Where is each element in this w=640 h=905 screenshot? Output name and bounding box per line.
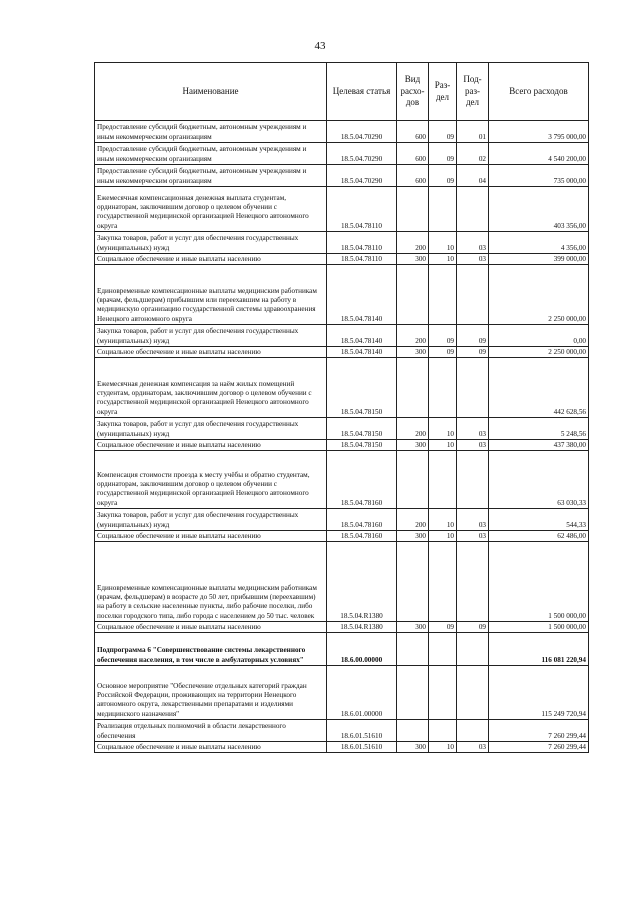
cell-razdel — [429, 265, 457, 325]
cell-podrazdel — [457, 542, 489, 622]
cell-vid — [397, 451, 429, 509]
cell-code: 18.5.04.78110 — [327, 187, 397, 232]
cell-razdel: 10 — [429, 742, 457, 753]
cell-razdel — [429, 542, 457, 622]
cell-podrazdel: 03 — [457, 440, 489, 451]
cell-vid: 600 — [397, 121, 429, 143]
cell-podrazdel — [457, 265, 489, 325]
cell-name: Закупка товаров, работ и услуг для обеспечения государственных (муниципальных) нужд — [95, 418, 327, 440]
cell-code: 18.6.00.00000 — [327, 633, 397, 666]
cell-name: Ежемесячная компенсационная денежная выплата студентам, ординаторам, заключившим договор о целевом обучении с государственной медицинской организацией Ненецкого автономного округа — [95, 187, 327, 232]
cell-total: 115 249 720,94 — [489, 666, 589, 720]
cell-code: 18.5.04.78140 — [327, 347, 397, 358]
cell-vid — [397, 720, 429, 742]
cell-name: Закупка товаров, работ и услуг для обеспечения государственных (муниципальных) нужд — [95, 509, 327, 531]
cell-podrazdel: 03 — [457, 254, 489, 265]
cell-podrazdel: 03 — [457, 232, 489, 254]
cell-vid: 300 — [397, 622, 429, 633]
cell-vid — [397, 358, 429, 418]
cell-vid: 300 — [397, 254, 429, 265]
table-row — [95, 265, 589, 325]
cell-razdel: 10 — [429, 254, 457, 265]
header-vid: Вид расхо-дов — [397, 63, 429, 121]
cell-razdel: 10 — [429, 232, 457, 254]
cell-vid — [397, 633, 429, 666]
cell-podrazdel — [457, 187, 489, 232]
table-row — [95, 187, 589, 232]
cell-code: 18.5.04.R1380 — [327, 622, 397, 633]
cell-razdel: 10 — [429, 531, 457, 542]
cell-razdel: 10 — [429, 418, 457, 440]
cell-total: 116 081 220,94 — [489, 633, 589, 666]
cell-code: 18.5.04.70290 — [327, 165, 397, 187]
cell-code: 18.5.04.78140 — [327, 325, 397, 347]
cell-total: 0,00 — [489, 325, 589, 347]
cell-name: Социальное обеспечение и иные выплаты населению — [95, 531, 327, 542]
table-row — [95, 325, 589, 347]
cell-name: Реализация отдельных полномочий в области лекарственного обеспечения — [95, 720, 327, 742]
cell-code: 18.5.04.78150 — [327, 358, 397, 418]
cell-podrazdel — [457, 633, 489, 666]
cell-name: Социальное обеспечение и иные выплаты населению — [95, 440, 327, 451]
table-row — [95, 509, 589, 531]
header-name: Наименование — [95, 63, 327, 121]
cell-total: 5 248,56 — [489, 418, 589, 440]
cell-vid — [397, 666, 429, 720]
table-row — [95, 358, 589, 418]
table-row — [95, 542, 589, 622]
table-row — [95, 347, 589, 358]
cell-code: 18.5.04.78150 — [327, 418, 397, 440]
cell-total: 1 500 000,00 — [489, 622, 589, 633]
table-row — [95, 666, 589, 720]
cell-code: 18.6.01.00000 — [327, 666, 397, 720]
cell-code: 18.6.01.51610 — [327, 720, 397, 742]
cell-podrazdel — [457, 666, 489, 720]
cell-razdel — [429, 358, 457, 418]
cell-total: 1 500 000,00 — [489, 542, 589, 622]
cell-vid — [397, 265, 429, 325]
cell-podrazdel: 03 — [457, 742, 489, 753]
cell-total: 7 260 299,44 — [489, 742, 589, 753]
cell-razdel: 09 — [429, 121, 457, 143]
cell-total: 4 356,00 — [489, 232, 589, 254]
cell-vid: 300 — [397, 742, 429, 753]
table-row — [95, 622, 589, 633]
cell-vid — [397, 187, 429, 232]
cell-total: 735 000,00 — [489, 165, 589, 187]
cell-total: 63 030,33 — [489, 451, 589, 509]
table-row — [95, 165, 589, 187]
cell-name: Социальное обеспечение и иные выплаты населению — [95, 622, 327, 633]
cell-razdel: 09 — [429, 143, 457, 165]
cell-razdel — [429, 451, 457, 509]
cell-total: 2 250 000,00 — [489, 347, 589, 358]
cell-name: Единовременные компенсационные выплаты медицинским работникам (врачам, фельдшерам) прибывшим или переехавшим на работу в медицинскую организацию государственной системы здравоохранения Ненецкого автономного округа — [95, 265, 327, 325]
cell-vid: 200 — [397, 325, 429, 347]
cell-razdel: 09 — [429, 622, 457, 633]
cell-razdel — [429, 187, 457, 232]
cell-podrazdel: 09 — [457, 347, 489, 358]
cell-name: Основное мероприятие "Обеспечение отдельных категорий граждан Российской Федерации, проживающих на территории Ненецкого автономного округа, лекарственными препаратами и изделиями медицинского назначения" — [95, 666, 327, 720]
cell-total: 62 486,00 — [489, 531, 589, 542]
cell-vid: 200 — [397, 509, 429, 531]
cell-code: 18.5.04.70290 — [327, 121, 397, 143]
cell-vid: 300 — [397, 440, 429, 451]
cell-podrazdel: 01 — [457, 121, 489, 143]
cell-code: 18.5.04.70290 — [327, 143, 397, 165]
cell-podrazdel: 03 — [457, 509, 489, 531]
cell-vid: 200 — [397, 418, 429, 440]
cell-razdel: 09 — [429, 165, 457, 187]
cell-total: 7 260 299,44 — [489, 720, 589, 742]
cell-razdel: 10 — [429, 509, 457, 531]
table-row — [95, 254, 589, 265]
cell-podrazdel — [457, 358, 489, 418]
header-total: Всего расходов — [489, 63, 589, 121]
table-row — [95, 232, 589, 254]
cell-total: 437 380,00 — [489, 440, 589, 451]
table-body — [95, 121, 589, 753]
cell-name: Социальное обеспечение и иные выплаты населению — [95, 254, 327, 265]
cell-code: 18.5.04.78160 — [327, 451, 397, 509]
cell-code: 18.6.01.51610 — [327, 742, 397, 753]
cell-podrazdel — [457, 720, 489, 742]
cell-total: 544,33 — [489, 509, 589, 531]
cell-name: Ежемесячная денежная компенсация за наём жилых помещений студентам, ординаторам, заключившим договор о целевом обучении с государственной медицинской организацией Ненецкого автономного округа — [95, 358, 327, 418]
cell-podrazdel: 09 — [457, 622, 489, 633]
cell-podrazdel: 02 — [457, 143, 489, 165]
cell-vid — [397, 542, 429, 622]
cell-razdel — [429, 720, 457, 742]
cell-podrazdel: 04 — [457, 165, 489, 187]
cell-code: 18.5.04.78140 — [327, 265, 397, 325]
cell-total: 399 000,00 — [489, 254, 589, 265]
table-row — [95, 742, 589, 753]
cell-total: 4 540 200,00 — [489, 143, 589, 165]
cell-code: 18.5.04.78110 — [327, 254, 397, 265]
table-row — [95, 121, 589, 143]
header-razdel: Раз-дел — [429, 63, 457, 121]
cell-total: 2 250 000,00 — [489, 265, 589, 325]
table-row — [95, 633, 589, 666]
page-number: 43 — [314, 40, 326, 52]
cell-razdel — [429, 666, 457, 720]
header-code: Целевая статья — [327, 63, 397, 121]
cell-razdel — [429, 633, 457, 666]
cell-podrazdel: 09 — [457, 325, 489, 347]
cell-name: Предоставление субсидий бюджетным, автономным учреждениям и иным некоммерческим организациям — [95, 165, 327, 187]
cell-name: Предоставление субсидий бюджетным, автономным учреждениям и иным некоммерческим организациям — [95, 121, 327, 143]
cell-name: Закупка товаров, работ и услуг для обеспечения государственных (муниципальных) нужд — [95, 232, 327, 254]
cell-total: 442 628,56 — [489, 358, 589, 418]
cell-code: 18.5.04.78160 — [327, 531, 397, 542]
cell-name: Предоставление субсидий бюджетным, автономным учреждениям и иным некоммерческим организациям — [95, 143, 327, 165]
cell-name: Социальное обеспечение и иные выплаты населению — [95, 347, 327, 358]
cell-code: 18.5.04.78160 — [327, 509, 397, 531]
cell-total: 403 356,00 — [489, 187, 589, 232]
cell-name: Закупка товаров, работ и услуг для обеспечения государственных (муниципальных) нужд — [95, 325, 327, 347]
table-row — [95, 143, 589, 165]
cell-podrazdel: 03 — [457, 418, 489, 440]
table-row — [95, 531, 589, 542]
cell-vid: 600 — [397, 143, 429, 165]
cell-name: Социальное обеспечение и иные выплаты населению — [95, 742, 327, 753]
cell-name: Компенсация стоимости проезда к месту учёбы и обратно студентам, ординаторам, заключившим договор о целевом обучении с государственной медицинской организацией Ненецкого автономного округа — [95, 451, 327, 509]
table-row — [95, 720, 589, 742]
cell-code: 18.5.04.78150 — [327, 440, 397, 451]
header-podrazdel: Под-раз-дел — [457, 63, 489, 121]
cell-podrazdel: 03 — [457, 531, 489, 542]
cell-razdel: 09 — [429, 347, 457, 358]
table-row — [95, 440, 589, 451]
table-header — [95, 63, 589, 121]
cell-code: 18.5.04.78110 — [327, 232, 397, 254]
cell-name: Подпрограмма 6 "Совершенствование системы лекарственного обеспечения населения, в том числе в амбулаторных условиях" — [95, 633, 327, 666]
cell-razdel: 10 — [429, 440, 457, 451]
cell-name: Единовременные компенсационные выплаты медицинским работникам (врачам, фельдшерам) в возрасте до 50 лет, прибывшим (переехавшим) на работу в сельские населенные пункты, либо рабочие поселки, либо поселки городского типа, либо города с населением до 50 тыс. человек — [95, 542, 327, 622]
cell-razdel: 09 — [429, 325, 457, 347]
cell-total: 3 795 000,00 — [489, 121, 589, 143]
cell-code: 18.5.04.R1380 — [327, 542, 397, 622]
cell-podrazdel — [457, 451, 489, 509]
table-row — [95, 418, 589, 440]
cell-vid: 300 — [397, 531, 429, 542]
cell-vid: 200 — [397, 232, 429, 254]
table-row — [95, 451, 589, 509]
budget-table — [94, 62, 589, 753]
cell-vid: 300 — [397, 347, 429, 358]
cell-vid: 600 — [397, 165, 429, 187]
